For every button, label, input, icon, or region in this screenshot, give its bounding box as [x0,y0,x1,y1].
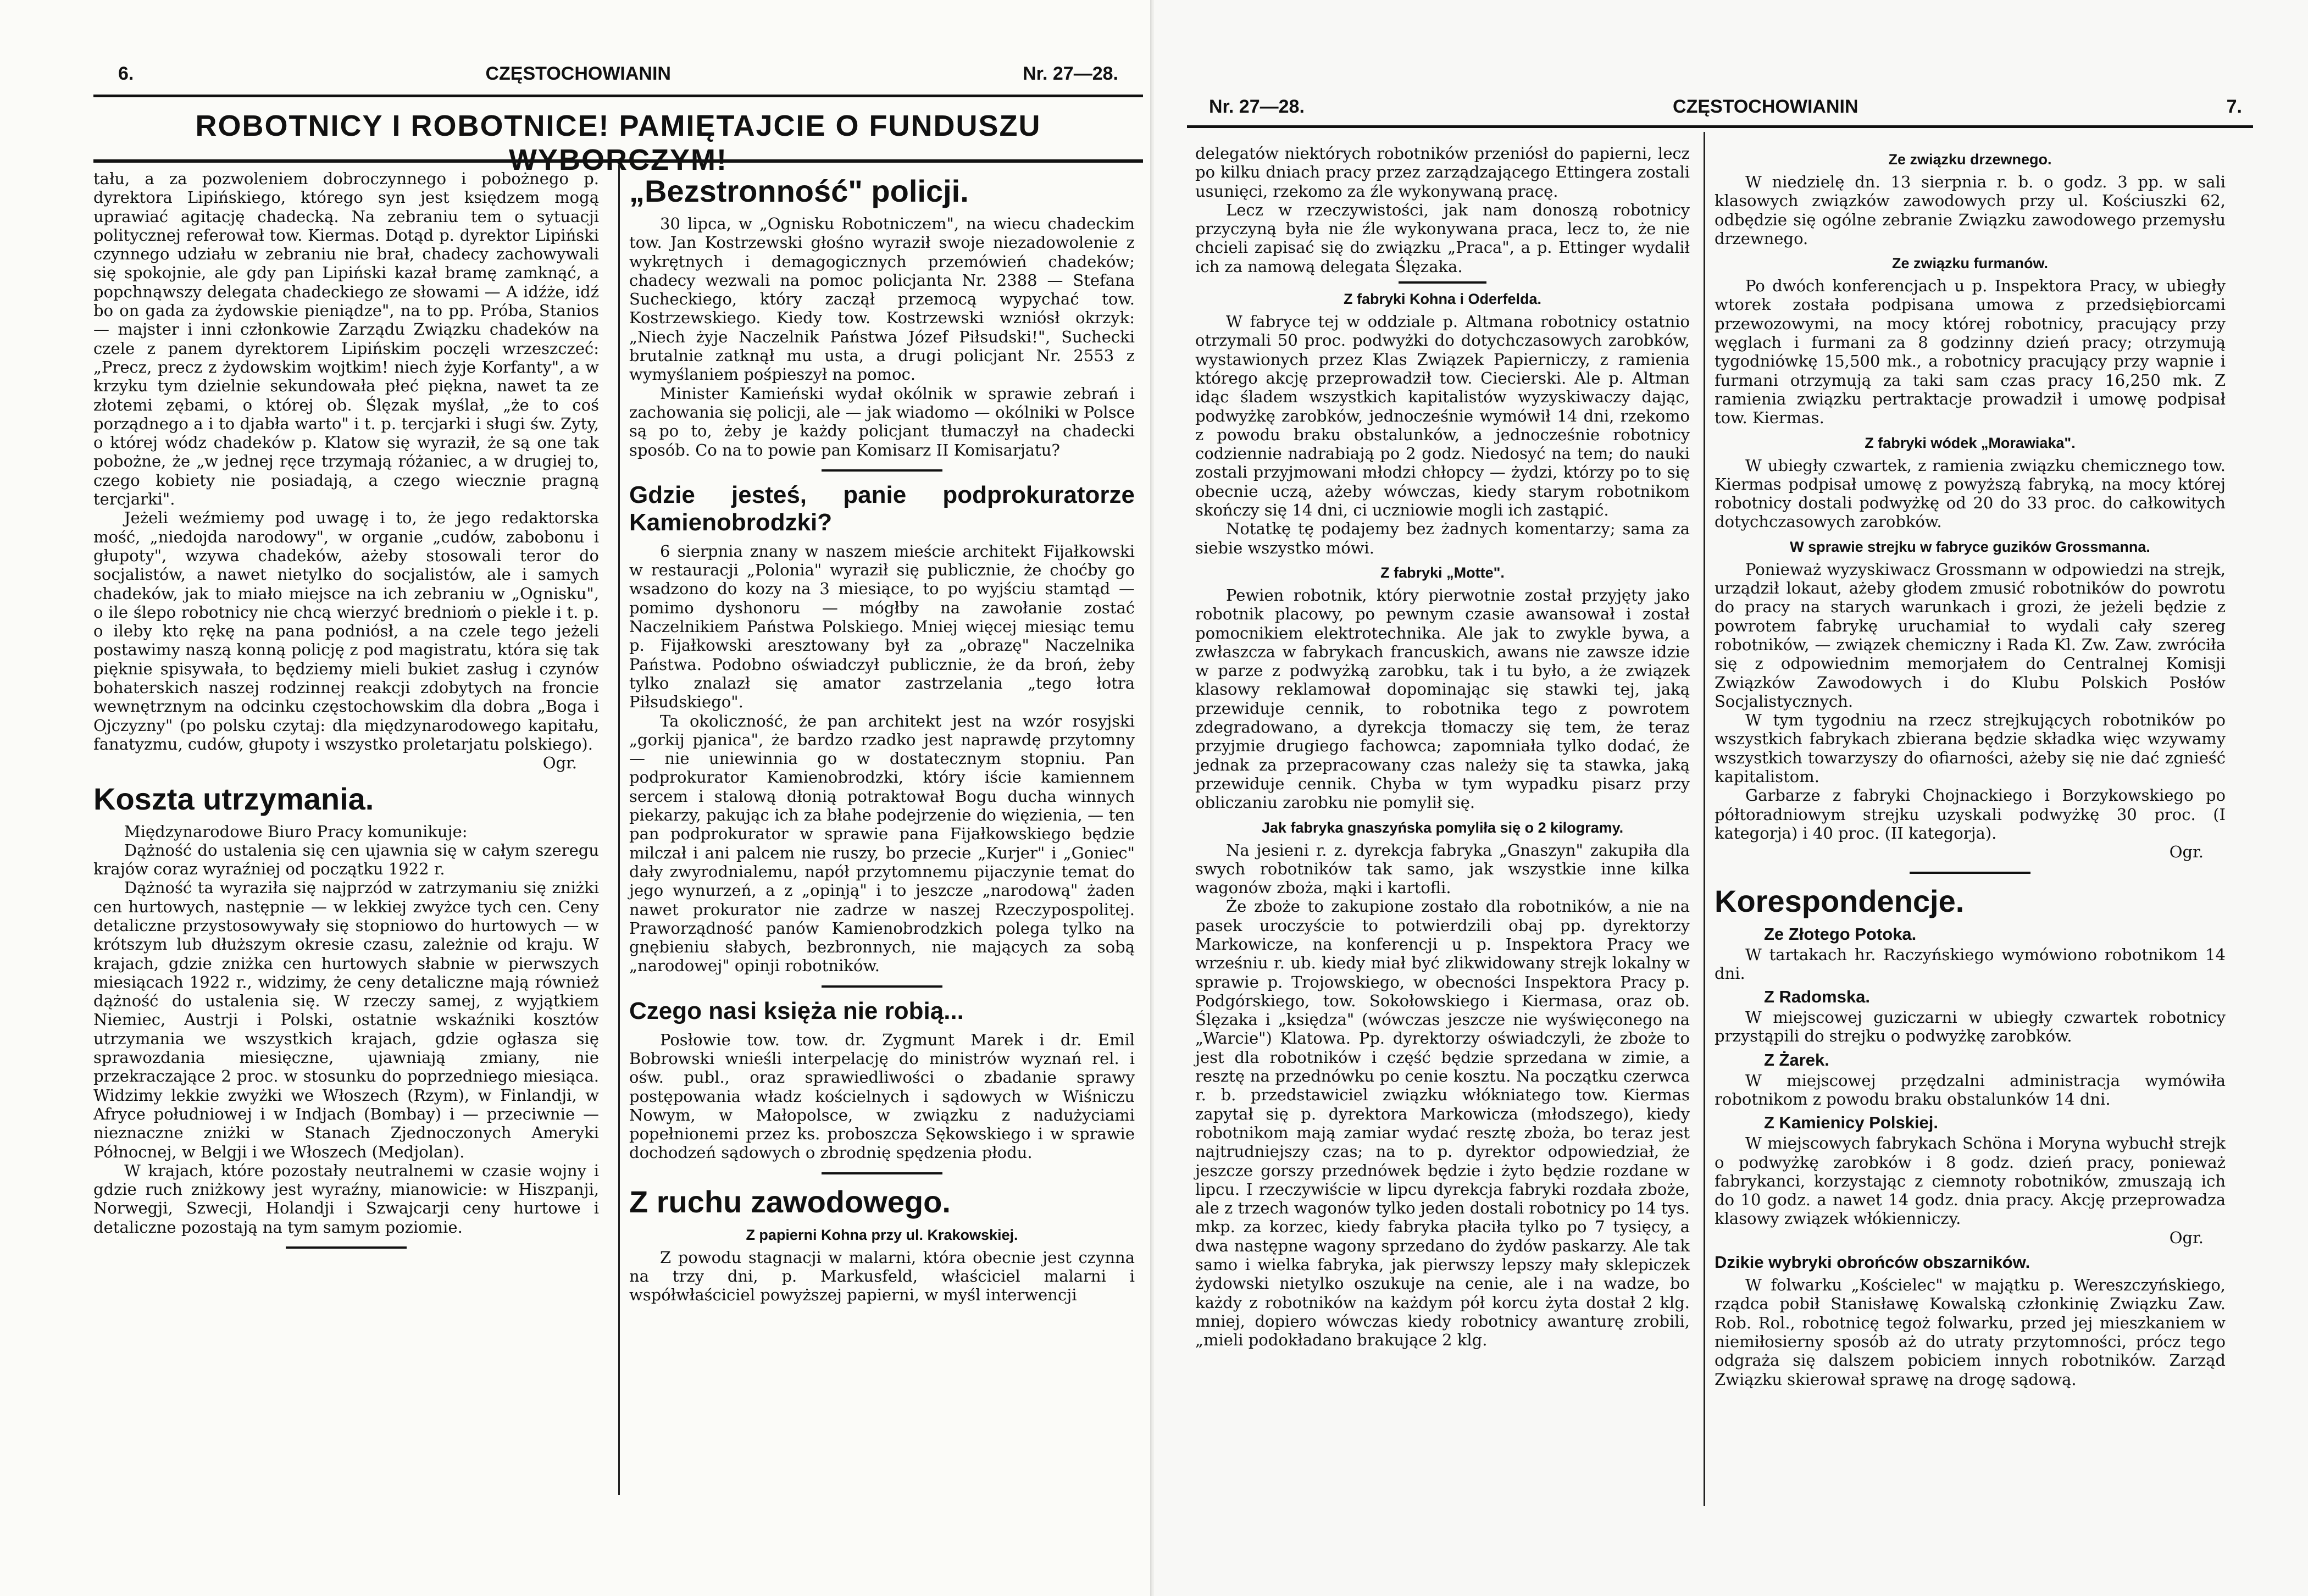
section-rule [822,469,942,472]
author-signature: Ogr. [2169,843,2204,862]
article-paragraph: Że zboże to zakupione zostało dla robotników, a nie na pasek uroczyście to potwierdzili obaj pp. dyrektorzy Markowicze, na konferencji u p. Inspektora Pracy we wrześniu r. ub. kiedy miał być zlikwidowany strejk lokalny w sprawie p. Trojowskiego, w obecności Inspektora Pracy p. Podgórskiego, tow. Sokołowskiego i Kiermasa, oraz ob. Ślęzaka i „księdza" (wówczas jeszcze nie wyświęconego na „Warcie") Klatowa. Pp. dyrektorzy oświadczyli, że zboże to jest dla robotników i część będzie sprzedana w zimie, a resztę na przednówku po cenie kosztu. Na początku czerwca r. b. przedstawiciel związku włókniatego tow. Kiermas zapytał się p. dyrektora Markowicza (młodszego), kiedy robotnikom mają zamiar wydać resztę zboża, bo teraz jest najtrudniejszy czas; na to p. dyrektor odpowiedział, że jeszcze gorszy przednówek będzie i żyto będzie rozdane w lipcu. I rzeczywiście w lipcu dyrekcja fabryki rozdała zboże, ale z trzech wagonów tylko jeden dostali robotnicy po 14 tys. mkp. za korzec, kiedy fabryka płaciła tylko po 7 tysięcy, a dwa następne wagony sprzedano do żydów paskarzy. Ale tak samo i wielka fabryka, jak pierwszy lepszy mały sklepiczek żydowski nietylko oszukuje na cenie, ale i na wadze, bo każdy z robotników na każdym pół korcu żyta dostał 2 klg. mniej, dopiero wówczas kiedy robotnicy awanturę zrobili, „mieli podokładano brakujące 2 klg. [1195,897,1690,1350]
article-paragraph: W niedzielę dn. 13 sierpnia r. b. o godz. 3 pp. w sali klasowych związków zawodowych przy ul. Kościuszki 62, odbędzie się ogólne zebranie Związku zawodowego przemysłu drzewnego. [1715,173,2226,248]
article-paragraph: Ta okoliczność, że pan architekt jest na wzór rosyjski „gorkij pjanica", że bardzo rzadko jest naprawdę przytomny — nie uniewinnia go w dostatecznym stopniu. Pan podprokurator Kamienobrodzki, który iście kamiennem sercem i stalową dłonią potraktował Bogu ducha winnych piekarzy, pakując ich za błahe podejrzenie do więzienia, — ten pan podprokurator w sprawie pana Fijałkowskiego będzie milczał i ani palcem nie ruszy, bo przecie „Kurjer" i „Goniec" dały zwyrodnialemu, napół przytomnemu pijaczynie temat do jego wynurzeń, a z „opinją" i to jeszcze „narodową" żaden nawet prokurator nie zadrze w naszej Rzeczypospolitej. Praworządność panów Kamienobrodzkich polega tylko na gnębieniu słabych, bezbronnych, nie mających za sobą „narodowej" opinji robotników. [629,711,1135,976]
banner-headline: ROBOTNICY I ROBOTNICE! PAMIĘTAJCIE O FUNDUSZU WYBORCZYM! [195,109,1041,176]
column-divider [618,165,620,1495]
page-number: 6. [118,63,134,84]
article-paragraph: Po dwóch konferencjach u p. Inspektora Pracy, w ubiegły wtorek została podpisana umowa z przedsiębiorcami przewozowymi, na mocy której robotnicy, pracujący przy węglach i furmani za 8 godzinny dzień pracy; otrzymują tygodniówkę 15,500 mk., a robotnicy pracujący przy wapnie i furmani otrzymują za taki sam czas pracy 16,250 mk. Z ramienia związku pertraktacje prowadził i umowę podpisał tow. Kiermas. [1715,276,2226,428]
section-rule [822,985,942,988]
article-paragraph: 6 sierpnia znany w naszem mieście architekt Fijałkowski w restauracji „Polonia" wyraził się publicznie, że choćby go wsadzono do kozy na 3 miesiące, to po wyjściu stamtąd — pomimo dyshonoru — mógłby na zawołanie zostać Naczelnikiem Państwa Polskiego. Mniej więcej miesiąc temu p. Fijałkowski aresztowany był za „obrazę" Naczelnika Państwa. Podobno oświadczył publicznie, że da broń, żeby tylko znalazł się amator zastrzelania „tego łotra Piłsudskiego". [629,541,1135,712]
article-paragraph: Garbarze z fabryki Chojnackiego i Borzykowskiego po półtoradniowym strejku uzyskali podwyżkę 30 proc. (I kategorja) i 40 proc. (II kategorja). [1715,786,2226,843]
section-rule [1399,281,1486,284]
article-paragraph: W miejscowej przędzalni administracja wymówiła robotnikom z powodu braku obstalunków 14 dni. [1715,1071,2226,1109]
left-column-1 [93,169,599,1259]
article-paragraph: Dążność ta wyraziła się najprzód w zatrzymaniu się zniżki cen hurtowych, następnie — w lekkiej zwyżce tych cen. Ceny detaliczne przystosowywały się stopniowo do hurtowych — w krótszym lub dłuższym okresie czasu, zależnie od kraju. W krajach, gdzie zniżka cen hurtowych słabnie w pierwszych miesiącach 1922 r., widzimy, że ceny detaliczne mają również dążność do ustalenia się. W rzeczy samej, z wyjątkiem Niemiec, Austrji i Polski, ostatnie wskaźniki kosztów utrzymania we wszystkich krajach, gdzie ogłasza się sprawozdania miesięczne, ujawniają zmiany, nie przekraczające 2 proc. w stosunku do poprzedniego miesiąca. Widzimy lekkie zwyżki we Włoszech (Rzym), w Finlandji, w Afryce południowej i w Indjach (Bombay) i — przeciwnie — nieznaczne zniżki w Stanach Zjednoczonych Ameryki Północnej, w Belgji i we Włoszech (Medjolan). [93,878,599,1161]
newspaper-title: CZĘSTOCHOWIANIN [485,63,671,84]
article-paragraph: tału, a za pozwoleniem dobroczynnego i pobożnego p. dyrektora Lipińskiego, którego syn jest księdzem mogą uprawiać agitację chadecką. Na zebraniu tem o sytuacji politycznej referował tow. Kiermas. Dotąd p. dyrektor Lipiński czynnego udziału w zebraniu nie brał, chadecy zachowywali się spokojnie, ale gdy pan Lipiński kazał bramę zamknąć, a popchnąwszy delegata chadeckiego ze słowami — A idźże, idź bo on gada za żydowskie pieniądze", na to pp. Próba, Stanios — majster i inni członkowie Zarządu Związku chadeków na czele z panem dyrektorem Lipińskim poczęli wrzeszczeć: „Precz, precz z żydowskim wojtkim! niech żyje Korfanty", a w krzyku tym dzielnie sekundowała płeć piękna, nawet ta ze złotemi zębami, o której ob. Ślęzak myślał, „że to coś porządnego a i to djabła warto" i t. p. tercjarki i sługi św. Zyty, o której wódz chadeków p. Klatow się wyraził, że są one tak pobożne, że „w jednej ręce trzymają różaniec, a w drugiej to, czego kobiety nie posiadają, a czego wiecznie pragną tercjarki". [93,169,599,509]
header-rule [93,95,1143,97]
article-title-gdzie: Gdzie jesteś, panie podprokuratorze Kamienobrodzki? [629,481,1135,536]
article-paragraph: Posłowie tow. tow. dr. Zygmunt Marek i dr. Emil Bobrowski wnieśli interpelację do ministrów wyznań rel. i ośw. publ., oraz sprawiedliwości o zbadanie sprawy postępowania władz kościelnych i sądowych w Wiśniczu Nowym, w Małopolsce, w związku z nadużyciami popełnionemi przez ks. proboszcza Sękowskiego i w sprawie dochodzeń sądowych o zbrodnię spędzenia płodu. [629,1030,1135,1162]
article-paragraph: W miejscowej guziczarni w ubiegły czwartek robotnicy przystąpili do strejku o podwyżkę zarobków. [1715,1008,2226,1046]
section-rule [1910,872,2030,874]
article-subtitle: Ze związku furmanów. [1891,255,2049,272]
article-paragraph: delegatów niektórych robotników przeniósł do papierni, lecz po kilku dniach pracy przez zarządzającego Ettingera zostali usunięci, rzekomo za źle wykonywaną pracę. [1195,144,1690,201]
article-subtitle: Z fabryki wódek „Morawiaka". [1865,434,2076,451]
article-title-bezstronnosc: „Bezstronność" policji. [629,174,969,208]
section-title-ruch: Z ruchu zawodowego. [629,1184,951,1219]
article-paragraph: Lecz w rzeczywistości, jak nam donoszą robotnicy przyczyną była nie źle wykonywana praca, lecz to, że nie chcieli zapisać się do związku „Praca", a p. Ettinger wydalił ich za namową delegata Ślęzaka. [1195,200,1690,276]
article-subtitle: Jak fabryka gnaszyńska pomyliła się o 2 kilogramy. [1261,819,1624,836]
article-paragraph: Z powodu stagnacji w malarni, która obecnie jest czynna na trzy dni, p. Markusfeld, właściciel malarni i współwłaściciel powyższej papierni, w myśl interwencji [629,1248,1135,1305]
article-paragraph: W krajach, które pozostały neutralnemi w czasie wojny i gdzie ruch zniżkowy jest wyraźny, mianowicie: w Hiszpanji, Norwegji, Szwecji, Holandji i Szwajcarji ceny hurtowe i detaliczne pozostają na tym samym poziomie. [93,1161,599,1237]
section-rule [286,1246,407,1249]
right-column-2 [1715,144,2226,1389]
article-paragraph: W tym tygodniu na rzecz strejkujących robotników po wszystkich fabrykach zbierana będzie składka więc wzywamy wszystkich towarzyszy do ofiarności, ażeby się nie dać zgnieść kapitalistom. [1715,711,2226,786]
right-page [1154,0,2308,1596]
article-paragraph: Notatkę tę podajemy bez żadnych komentarzy; sama za siebie wszystko mówi. [1195,519,1690,557]
article-paragraph: W tartakach hr. Raczyńskiego wymówiono robotnikom 14 dni. [1715,945,2226,983]
article-title-czego: Czego nasi księża nie robią... [629,997,964,1024]
author-signature: Ogr. [2169,1228,2204,1247]
article-paragraph: W fabryce tej w oddziale p. Altmana robotnicy ostatnio otrzymali 50 proc. podwyżki do dotychczasowych zarobków, wystawionych przez Klas Związek Papierniczy, z ramienia którego akcję przeprowadził tow. Ciecierski. Ale p. Altman idąc śladem wszystkich kapitalistów wyzyskiwaczy dając, podwyżkę zarobków, jednocześnie wymówił 14 dni, rzekomo z powodu braku obstalunków, a jednocześnie robotnicy codziennie nadrabiają po 2 godz. Niedosyć na tem; do nauki zostali przyjmowani młodzi chłopcy — żydzi, którzy po to się obecnie uczą, ażeby wówczas, kiedy starym robotnikom skończy się 14 dni, ci uczniowie mogli ich zastąpić. [1195,312,1690,520]
article-subtitle: Ze związku drzewnego. [1888,151,2052,168]
newspaper-title: CZĘSTOCHOWIANIN [1673,96,1858,117]
section-rule [822,1172,942,1174]
article-subtitle: Z papierni Kohna przy ul. Krakowskiej. [746,1226,1018,1243]
correspondence-place: Ze Złotego Potoka. [1764,924,1917,944]
article-paragraph: Jeżeli weźmiemy pod uwagę i to, że jego redaktorska mość, „niedojda narodowy", w organie „cudów, zabobonu i głupoty", wzywa chadeków, ażeby stosowali teror do socjalistów, a nawet nietylko do socjalistów, ale i samych chadeków, jak to miało miejsce na ich zebraniu w „Ognisku", o ile ślepo robotnicy nie chcą wierzyć brednioṁ o piekle i t. p. o ileby kto rękę na pana podniósł, a na czele tego jeżeli postawimy naszą konną policję z pod magistratu, która się tak pięknie spisywała, to będziemy mieli bukiet zasług i czynów bohaterskich naszej rodzinnej reakcji zdobytych na froncie wewnętrznym na odcinku częstochowskim dla dobra „Boga i Ojczyzny" (po polsku czytaj: dla międzynarodowego kapitału, fanatyzmu, cudów, głupoty i wszystko proletarjatu polskiego). [93,508,599,753]
article-subtitle: Dzikie wybryki obrońców obszarników. [1715,1253,2030,1272]
article-subtitle: Z fabryki „Motte". [1380,564,1505,581]
article-paragraph: W folwarku „Kościelec" w majątku p. Wereszczyńskiego, rządca pobił Stanisławę Kowalską członkinię Związku Zaw. Rob. Rol., robotnicę tegoż folwarku, przed jej mieszkaniem w niemiłosierny sposób aż do utraty przytomności, prócz tego odgraża się dalszem pobiciem innych robotników. Zarząd Związku skierował sprawę na drogę sądową. [1715,1276,2226,1389]
article-title-koszta: Koszta utrzymania. [93,781,374,816]
section-title-korespondencje: Korespondencje. [1715,883,1965,918]
article-paragraph: Ponieważ wyzyskiwacz Grossmann w odpowiedzi na strejk, urządził lokaut, ażeby głodem zmusić robotników do powrotu do pracy na starych warunkach i grozi, że jeżeli będzie z powrotem fabrykę uruchamiał to wydali cały szereg robotników, — związek chemiczny i Rada Kl. Zw. Zaw. zwróciła się z odpowiednim memorjałem do Centralnej Komisji Związków Zawodowych i do Klubu Polskich Posłów Socjalistycznych. [1715,559,2226,711]
article-paragraph: Minister Kamieński wydał okólnik w sprawie zebrań i zachowania się policji, ale — jak wiadomo — okólniki w Polsce są po to, żeby je każdy policjant tłumaczył na chadecki sposób. Co na to powie pan Komisarz II Komisarjatu? [629,384,1135,459]
correspondence-place: Z Żarek. [1764,1050,1829,1069]
article-paragraph: Międzynarodowe Biuro Pracy komunikuje: [124,822,468,841]
article-paragraph: W miejscowych fabrykach Schöna i Moryna wybuchł strejk o podwyżkę zarobków i 8 godz. dzień pracy, ponieważ fabrykanci, korzystając z ciemnoty robotników, zmuszają ich do 10 godz. a nawet 14 godz. dnia pracy. Akcję przeprowadza klasowy związek włókienniczy. [1715,1134,2226,1228]
banner-rule [93,159,1143,163]
issue-number: Nr. 27—28. [1023,63,1118,84]
article-subtitle: W sprawie strejku w fabryce guzików Grossmanna. [1790,538,2150,555]
header-rule [1187,125,2253,128]
left-column-2 [629,165,1135,1305]
article-paragraph: W ubiegły czwartek, z ramienia związku chemicznego tow. Kiermas podpisał umowę z powyższą fabryką, na mocy której robotnicy dostali podwyżkę od 20 do 33 proc. do całkowitych dotychczasowych zarobków. [1715,456,2226,531]
page-number: 7. [2226,96,2242,117]
issue-number: Nr. 27—28. [1209,96,1305,117]
page-header [1209,96,2242,118]
correspondence-place: Z Kamienicy Polskiej. [1764,1113,1939,1133]
article-paragraph: Dążność do ustalenia się cen ujawnia się w całym szeregu krajów coraz wyraźniej od początku 1922 r. [93,840,599,879]
article-paragraph: Na jesieni r. z. dyrekcja fabryka „Gnaszyn" zakupiła dla swych robotników tak samo, jak wszystkie inne kilka wagonów zboża, mąki i kartofli. [1195,840,1690,897]
right-column-1 [1195,144,1690,1350]
article-paragraph: Pewien robotnik, który pierwotnie został przyjęty jako robotnik placowy, po pewnym czasie awansował i został pomocnikiem elektrotechnika. Ale jak to zwykle bywa, a zwłaszcza w fabrykach francuskich, awans nie zawsze idzie w parze z podwyżką zarobku, tak i tu było, a że związek klasowy reklamował dopominając się stawki tej, jaką przewiduje cennik, to robotnika tego z powrotem zdegradowano, a dyrekcja tłomaczy się tem, że teraz przyjmie drugiego fachowca; zapomniała tylko dodać, że jednak za przepracowany czas należy się ta stawka, jaką przewiduje cennik. Chyba w tym wypadku pisarz przy obliczaniu zarobku nie pomylił się. [1195,585,1690,812]
page-header [118,63,1118,85]
column-divider [1704,132,1705,1506]
correspondence-place: Z Radomska. [1764,987,1870,1007]
article-paragraph: 30 lipca, w „Ognisku Robotniczem", na wiecu chadeckim tow. Jan Kostrzewski głośno wyraził swoje niezadowolenie z wykrętnych i demagogicznych przemówień chadeków; chadecy wezwali na pomoc policjanta Nr. 2388 — Stefana Sucheckiego, który zaczął przemocą wypychać tow. Kostrzewskiego. Kiedy tow. Kostrzewski wzniósł okrzyk: „Niech żyje Naczelnik Państwa Józef Piłsudski!", Suchecki brutalnie zatknął mu usta, a drugi policjant Nr. 2553 z wymyślaniem pośpieszył na pomoc. [629,214,1135,384]
article-subtitle: Z fabryki Kohna i Oderfelda. [1343,291,1542,308]
author-signature: Ogr. [542,753,577,773]
